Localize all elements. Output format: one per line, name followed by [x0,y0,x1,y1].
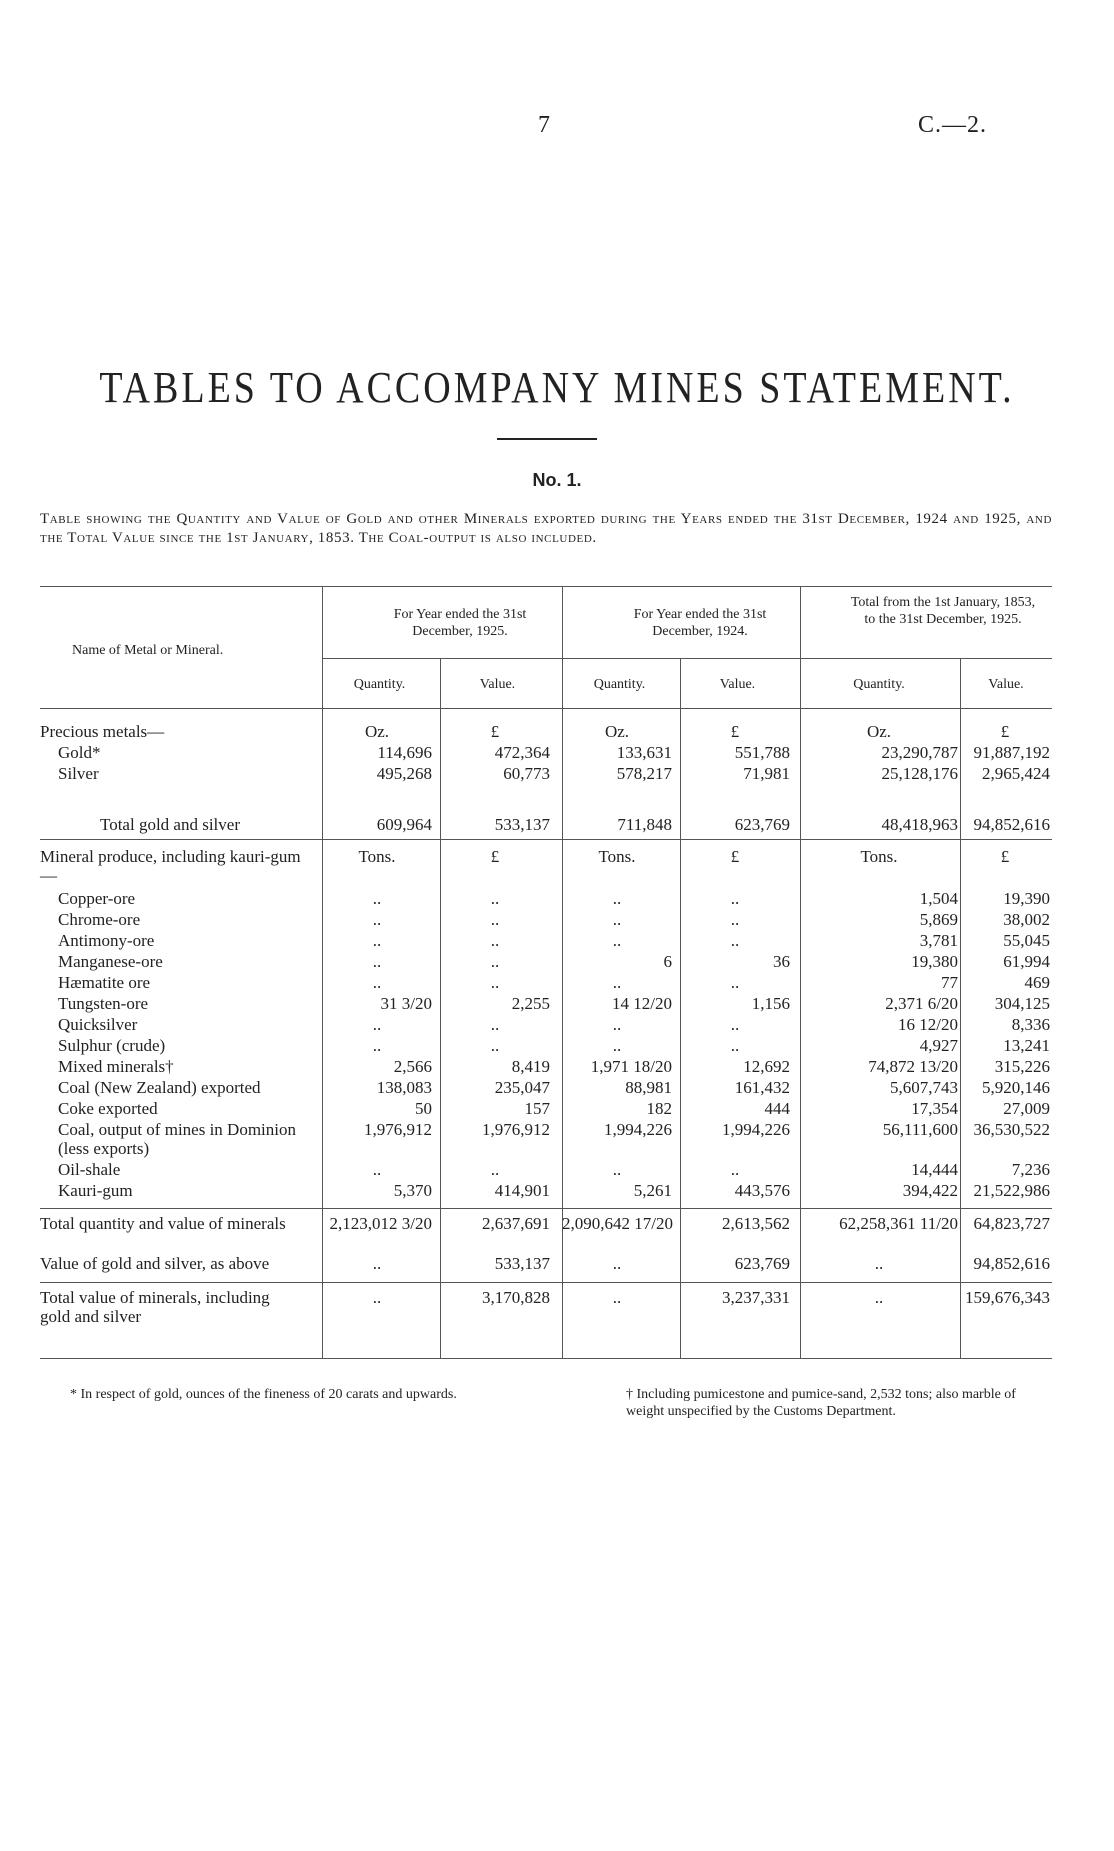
row-cell: 88,981 [625,1078,672,1097]
row-cell: 3,170,828 [482,1288,550,1307]
row-cell: 12,692 [743,1057,790,1076]
row-cell: 551,788 [734,743,790,762]
row-cell: 161,432 [734,1078,790,1097]
row-label: Coal (New Zealand) exported [58,1078,261,1097]
table-row [40,1099,1052,1120]
row-label: Total quantity and value of minerals [40,1214,286,1233]
row-cell: 14 12/20 [612,994,672,1013]
row-cell: 8,419 [511,1057,550,1076]
row-cell: 495,268 [376,764,432,783]
row-cell: 5,869 [919,910,958,929]
row-cell: .. [730,931,740,950]
row-cell: 13,241 [1003,1036,1050,1055]
row-cell: 1,976,912 [482,1120,550,1139]
row-cell: .. [730,973,740,992]
row-cell: 315,226 [994,1057,1050,1076]
row-label: Sulphur (crude) [58,1036,166,1055]
row-cell: .. [490,910,500,929]
row-cell: Tons. [860,847,898,866]
row-cell: .. [612,889,622,908]
row-cell: 36,530,522 [973,1120,1050,1139]
row-cell: 414,901 [494,1181,550,1200]
row-cell: 114,696 [377,743,432,762]
row-cell: Oz. [364,722,390,741]
row-cell: 94,852,616 [973,1254,1050,1273]
row-cell: 472,364 [494,743,550,762]
row-cell: £ [730,847,740,866]
row-cell: .. [612,1254,622,1273]
row-cell: .. [730,1160,740,1179]
row-cell: .. [490,931,500,950]
header-quantity-1925: Quantity. [353,677,406,692]
row-cell: .. [490,1036,500,1055]
row-cell: .. [372,931,382,950]
row-cell: .. [612,973,622,992]
row-cell: 609,964 [376,815,432,834]
row-cell: 623,769 [734,815,790,834]
table-row [40,1015,1052,1036]
row-cell: 23,290,787 [881,743,958,762]
row-cell: 1,504 [919,889,958,908]
header-group-total: Total from the 1st January, 1853, to the 31st December, 1925. [850,595,1036,627]
table-row [40,764,1052,785]
total-row [40,1288,1052,1326]
row-cell: 91,887,192 [973,743,1050,762]
row-label: Gold* [58,743,101,762]
row-cell: .. [490,1015,500,1034]
row-cell: 5,920,146 [982,1078,1050,1097]
title-divider [497,438,597,440]
row-cell: 182 [646,1099,672,1118]
row-cell: 711,848 [617,815,672,834]
row-cell: 444 [764,1099,790,1118]
row-cell: 94,852,616 [973,815,1050,834]
row-cell: 61,994 [1003,952,1050,971]
row-label: Value of gold and silver, as above [40,1254,270,1273]
table-row [40,910,1052,931]
row-cell: 2,123,012 3/20 [329,1214,432,1233]
row-cell: 36 [773,952,790,971]
header-group-1924: For Year ended the 31st December, 1924. [633,607,767,639]
row-cell: .. [612,1015,622,1034]
row-cell: .. [874,1288,884,1307]
header-value-total: Value. [988,677,1024,692]
header-quantity-1924: Quantity. [593,677,646,692]
row-cell: .. [490,1160,500,1179]
table-row [40,1036,1052,1057]
row-cell: .. [874,1254,884,1273]
row-cell: .. [612,910,622,929]
row-cell: £ [490,847,500,866]
row-cell: 138,083 [376,1078,432,1097]
footnotes [40,1386,1052,1419]
page-title: TABLES TO ACCOMPANY MINES STATEMENT. [99,363,1015,413]
row-cell: 4,927 [919,1036,958,1055]
row-cell: 1,971 18/20 [590,1057,672,1076]
table-number: No. 1. [532,470,582,490]
row-cell: 6 [663,952,672,971]
row-cell: 38,002 [1003,910,1050,929]
row-cell: 469 [1024,973,1050,992]
row-cell: 3,781 [919,931,958,950]
table-row [40,889,1052,910]
row-cell: 578,217 [616,764,672,783]
header-value-1925: Value. [479,677,516,692]
row-cell: £ [1000,722,1010,741]
row-cell: 2,637,691 [482,1214,550,1233]
row-cell: .. [730,910,740,929]
row-cell: 16 12/20 [898,1015,958,1034]
row-cell: .. [612,1160,622,1179]
row-label: Kauri-gum [58,1181,133,1200]
footnote-mixed-minerals: † Including pumicestone and pumice-sand, 2,532 tons; also marble of weight unspecified by the Customs Department. [626,1387,1016,1419]
row-cell: 21,522,986 [973,1181,1050,1200]
section-heading [40,722,1052,743]
row-cell: 17,354 [911,1099,958,1118]
row-cell: 304,125 [994,994,1050,1013]
document-code: C.—2. [918,112,988,138]
row-label: Manganese-ore [58,952,163,971]
total-row [40,815,1052,836]
row-cell: Tons. [598,847,636,866]
row-cell: 31 3/20 [380,994,432,1013]
row-cell: 7,236 [1011,1160,1050,1179]
row-cell: 133,631 [616,743,672,762]
row-cell: 533,137 [494,815,550,834]
row-cell: 50 [415,1099,432,1118]
row-cell: 55,045 [1003,931,1050,950]
footnote-gold: * In respect of gold, ounces of the fineness of 20 carats and upwards. [70,1387,457,1402]
row-cell: .. [372,889,382,908]
row-label: Silver [58,764,99,783]
row-cell: £ [490,722,500,741]
row-cell: 2,090,642 17/20 [562,1214,673,1233]
row-cell: Oz. [604,722,630,741]
row-label: Quicksilver [58,1015,138,1034]
row-label: Mixed minerals† [58,1057,174,1076]
row-cell: .. [372,910,382,929]
row-cell: .. [490,952,500,971]
row-label: Oil-shale [58,1160,121,1179]
total-row [40,1254,1052,1275]
row-cell: 5,370 [393,1181,432,1200]
row-cell: £ [1000,847,1010,866]
row-cell: .. [372,973,382,992]
row-cell: .. [612,931,622,950]
row-cell: 71,981 [743,764,790,783]
row-cell: 394,422 [902,1181,958,1200]
row-cell: 159,676,343 [965,1288,1050,1307]
row-cell: 62,258,361 11/20 [839,1214,958,1233]
row-cell: 2,965,424 [982,764,1050,783]
row-cell: 623,769 [734,1254,790,1273]
row-cell: .. [372,1160,382,1179]
row-cell: 1,156 [751,994,790,1013]
row-cell: 8,336 [1011,1015,1050,1034]
header-group-1925: For Year ended the 31st December, 1925. [393,607,527,639]
row-label: Tungsten-ore [58,994,149,1013]
table-row [40,1181,1052,1202]
row-cell: 533,137 [494,1254,550,1273]
row-cell: 1,994,226 [604,1120,672,1139]
row-cell: 74,872 13/20 [868,1057,958,1076]
section-heading [40,847,1052,885]
row-cell: .. [490,973,500,992]
row-label: Chrome-ore [58,910,141,929]
row-cell: .. [372,1288,382,1307]
row-label: Hæmatite ore [58,973,151,992]
row-cell: 5,261 [633,1181,672,1200]
row-label: Mineral produce, including kauri-gum— [40,847,301,885]
row-cell: .. [372,952,382,971]
row-cell: 25,128,176 [881,764,958,783]
row-cell: Oz. [866,722,892,741]
row-cell: 2,566 [393,1057,432,1076]
row-cell: 443,576 [734,1181,790,1200]
table-row [40,1057,1052,1078]
row-label: Antimony-ore [58,931,155,950]
row-cell: 77 [941,973,958,992]
row-cell: .. [372,1015,382,1034]
row-cell: 56,111,600 [882,1120,958,1139]
header-name: Name of Metal or Mineral. [72,643,224,658]
row-cell: .. [612,1288,622,1307]
header-quantity-total: Quantity. [853,677,905,692]
row-label: Total value of minerals, including gold and silver [40,1288,270,1326]
table-row [40,1078,1052,1099]
page-number: 7 [538,112,550,138]
row-cell: 2,613,562 [722,1214,790,1233]
row-cell: 5,607,743 [890,1078,958,1097]
table-row [40,743,1052,764]
row-cell: 2,255 [511,994,550,1013]
table-row [40,952,1052,973]
row-cell: 27,009 [1003,1099,1050,1118]
row-cell: £ [730,722,740,741]
row-cell: Tons. [358,847,396,866]
row-label: Coke exported [58,1099,158,1118]
total-row [40,1214,1052,1235]
row-cell: .. [612,1036,622,1055]
row-cell: 3,237,331 [722,1288,790,1307]
row-cell: 235,047 [494,1078,550,1097]
row-cell: 2,371 6/20 [885,994,958,1013]
row-cell: 1,976,912 [364,1120,432,1139]
row-cell: 19,390 [1003,889,1050,908]
row-label: Coal, output of mines in Dominion (less exports) [58,1120,296,1158]
row-cell: 64,823,727 [973,1214,1050,1233]
row-cell: .. [372,1254,382,1273]
header-value-1924: Value. [719,677,756,692]
row-cell: .. [490,889,500,908]
row-cell: 48,418,963 [881,815,958,834]
row-cell: 14,444 [911,1160,958,1179]
table-caption: Table showing the Quantity and Value of Gold and other Minerals exported during the Years ended the 31st December, 1924 and 1925, and the Total Value since the 1st January, 1853. The Coal-output is also included. [40,511,1052,546]
table-row [40,931,1052,952]
row-cell: .. [730,1015,740,1034]
table-row [40,973,1052,994]
row-label: Precious metals— [40,722,165,741]
row-cell: 60,773 [503,764,550,783]
row-label: Copper-ore [58,889,136,908]
row-cell: .. [730,889,740,908]
table-row [40,994,1052,1015]
row-cell: 19,380 [911,952,958,971]
table-row [40,1120,1052,1158]
row-cell: .. [730,1036,740,1055]
row-cell: 1,994,226 [722,1120,790,1139]
row-cell: 157 [524,1099,550,1118]
row-cell: .. [372,1036,382,1055]
row-label: Total gold and silver [100,815,240,834]
table-row [40,1160,1052,1181]
